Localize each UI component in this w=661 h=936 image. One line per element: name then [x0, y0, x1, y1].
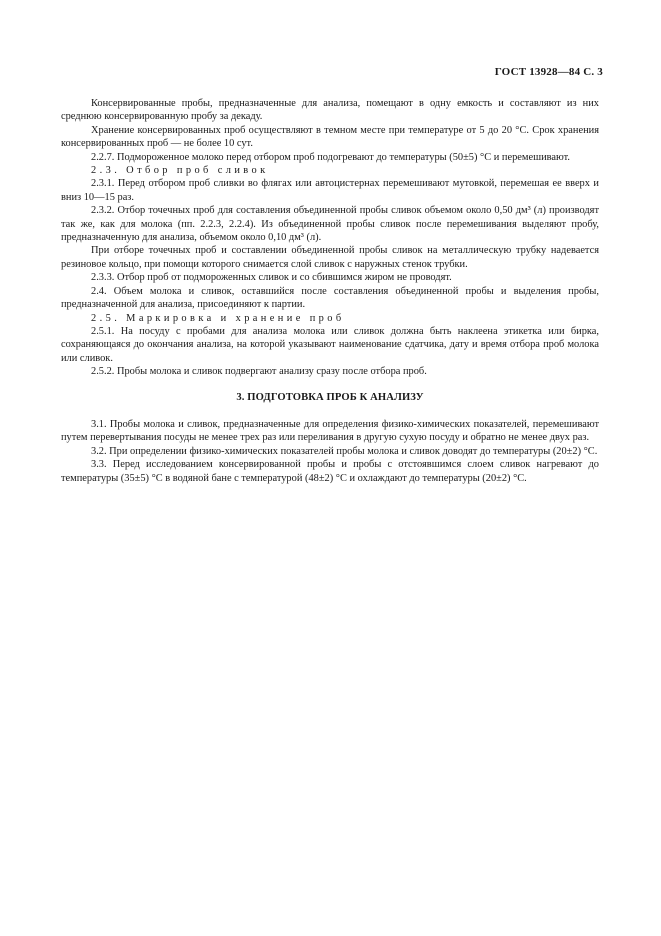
subsection-heading: 2.3. Отбор проб сливок	[91, 165, 269, 177]
paragraph: 2.4. Объем молока и сливок, оставшийся после составления объединенной пробы и выделения пробы, предназначенной для анализа, присоединяют к партии.	[61, 285, 599, 311]
paragraph: 2.3.3. Отбор проб от подмороженных сливок и со сбившимся жиром не проводят.	[91, 272, 452, 284]
paragraph: 2.2.7. Подмороженное молоко перед отбором проб подогревают до температуры (50±5) °С и перемешивают.	[91, 151, 570, 163]
paragraph: 3.3. Перед исследованием консервированной пробы и пробы с отстоявшимся слоем сливок нагревают до температуры (35±5) °С в водяной бане с температурой (48±2) °С и охлаждают до температуры (20±2) °С.	[61, 459, 599, 484]
paragraph: 2.3.2. Отбор точечных проб для составления объединенной пробы сливок объемом около 0,50 дм³ (л) производят так же, как для молока (пп. 2.2.3, 2.2.4). Из объединенной пробы сливок после перемешивания выделяют пробу, предназначенную для анализа, объемом около 0,10 дм³ (л).	[61, 205, 599, 244]
paragraph: Хранение консервированных проб осуществляют в темном месте при температуре от 5 до 20 °С. Срок хранения консервированных проб — не более 10 сут.	[61, 124, 599, 150]
page-header: ГОСТ 13928—84 С. 3	[494, 66, 603, 78]
section-title: 3. ПОДГОТОВКА ПРОБ К АНАЛИЗУ	[236, 391, 424, 403]
paragraph: Консервированные пробы, предназначенные для анализа, помещают в одну емкость и составляют из них среднюю консервированную пробу за декаду.	[61, 98, 599, 123]
paragraph: 2.5.2. Пробы молока и сливок подвергают анализу сразу после отбора проб.	[91, 366, 427, 378]
subsection-heading: 2.5. Маркировка и хранение проб	[91, 312, 345, 324]
paragraph: 3.2. При определении физико-химических показателей пробы молока и сливок доводят до температуры (20±2) °С.	[91, 445, 598, 457]
paragraph: 3.1. Пробы молока и сливок, предназначенные для определения физико-химических показателей, перемешивают путем перевертывания посуды не менее трех раз или переливания в другую сухую посуду и обратно не менее двух раз.	[61, 418, 599, 444]
paragraph: 2.5.1. На посуду с пробами для анализа молока или сливок должна быть наклеена этикетка или бирка, сохраняющаяся до окончания анализа, на которой указывают наименование сдатчика, дату и время отбора проб молока или сливок.	[61, 325, 599, 364]
paragraph: 2.3.1. Перед отбором проб сливки во флягах или автоцистернах перемешивают мутовкой, перемешая ее вверх и вниз 10—15 раз.	[61, 178, 599, 203]
document-body	[61, 97, 599, 485]
paragraph: При отборе точечных проб и составлении объединенной пробы сливок на металлическую трубку надевается резиновое кольцо, при помощи которого снимается слой сливок с наружных стенок трубки.	[61, 245, 599, 270]
